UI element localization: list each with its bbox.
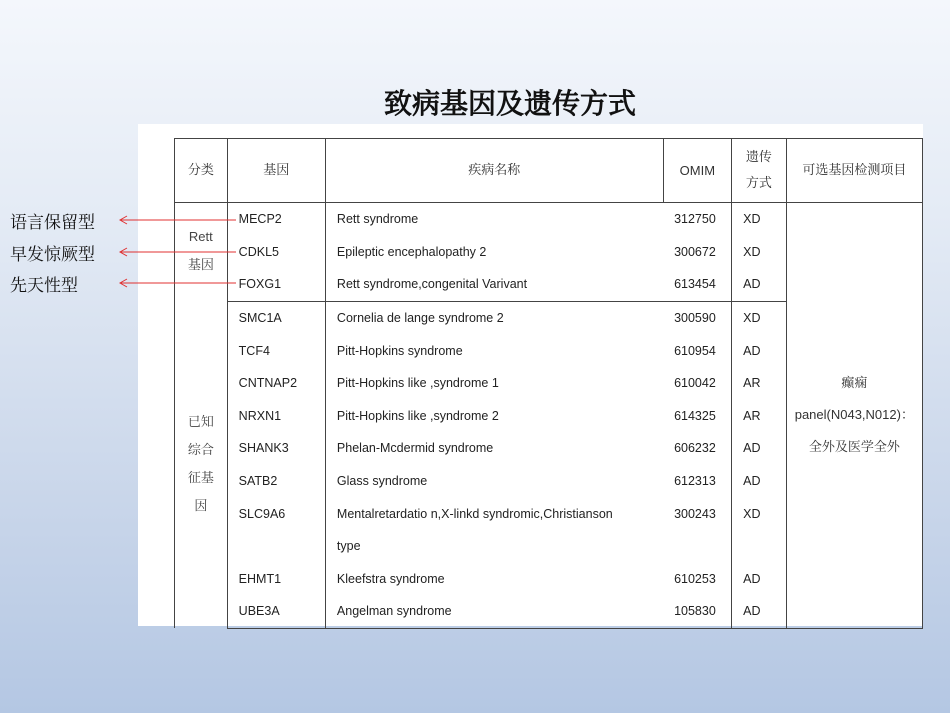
omim-cell: 610954 [674,343,716,358]
header-omim: OMIM [663,139,732,203]
header-category: 分类 [175,139,228,203]
gene-cell: SHANK3 [227,432,325,465]
inheritance-cell: AD [732,465,787,498]
omim-cell: 300672 [674,244,716,259]
header-disease: 疾病名称 [325,139,663,203]
omim-cell: 614325 [674,408,716,423]
disease-cell: Pitt-Hopkins syndrome [336,343,463,358]
inheritance-cell: XD [732,497,787,530]
inheritance-cell: AR [732,367,787,400]
disease-cell: Rett syndrome,congenital Varivant [325,268,663,301]
inheritance-cell: AD [732,334,787,367]
test-panel-cell: 癫痫panel(N043,N012)：全外及医学全外 [786,203,922,629]
gene-cell: FOXG1 [227,268,325,301]
inheritance-cell: AR [732,400,787,433]
disease-cell: Glass syndrome [336,474,428,489]
category-label: 已知综合征基因 [187,414,214,514]
omim-cell: 105830 [663,595,732,628]
gene-cell: SMC1A [227,301,325,334]
omim-cell: 606232 [674,441,716,456]
gene-cell: CNTNAP2 [227,367,325,400]
omim-cell: 612313 [674,474,716,489]
gene-cell: UBE3A [227,595,325,628]
inheritance-cell: AD [732,268,787,301]
inheritance-cell: AD [732,563,787,596]
slide-title: 致病基因及遗传方式 [383,87,636,120]
inheritance-cell: AD [732,595,787,628]
label-congenital: 先天性型 [10,276,78,296]
omim-cell: 300243 [674,506,716,521]
disease-cell: Rett syndrome [336,212,419,227]
header-gene: 基因 [227,139,325,203]
gene-cell: NRXN1 [227,400,325,433]
disease-cell: Mentalretardatio n,X-linkd syndromic,Christianson [336,506,613,521]
disease-cell: Cornelia de lange syndrome 2 [336,311,504,326]
omim-cell: 610042 [674,376,716,391]
gene-cell: EHMT1 [227,563,325,596]
gene-cell: MECP2 [227,203,325,236]
header-inheritance: 遗传方式 [732,139,787,203]
omim-cell: 300590 [674,311,716,326]
inheritance-cell: XD [732,236,787,269]
inheritance-cell: AD [732,432,787,465]
label-early-seizure: 早发惊厥型 [10,245,95,265]
disease-cell: type [336,539,361,554]
label-language-preserved: 语言保留型 [10,213,95,233]
gene-cell: CDKL5 [227,236,325,269]
disease-cell: Angelman syndrome [325,595,663,628]
disease-cell: Pitt-Hopkins like ,syndrome 2 [336,408,499,423]
gene-cell: TCF4 [227,334,325,367]
category-label: Rett基因 [187,229,214,273]
disease-cell: Phelan-Mcdermid syndrome [336,441,494,456]
omim-cell: 312750 [674,212,716,227]
disease-cell: Pitt-Hopkins like ,syndrome 1 [336,376,499,391]
gene-cell: SLC9A6 [227,497,325,530]
disease-cell: Kleefstra syndrome [336,571,445,586]
disease-cell: Epileptic encephalopathy 2 [336,244,487,259]
gene-cell: SATB2 [227,465,325,498]
omim-cell: 613454 [663,268,732,301]
omim-cell: 610253 [674,571,716,586]
inheritance-cell: XD [732,203,787,236]
header-test-panel: 可选基因检测项目 [786,139,922,203]
inheritance-cell: XD [732,301,787,334]
